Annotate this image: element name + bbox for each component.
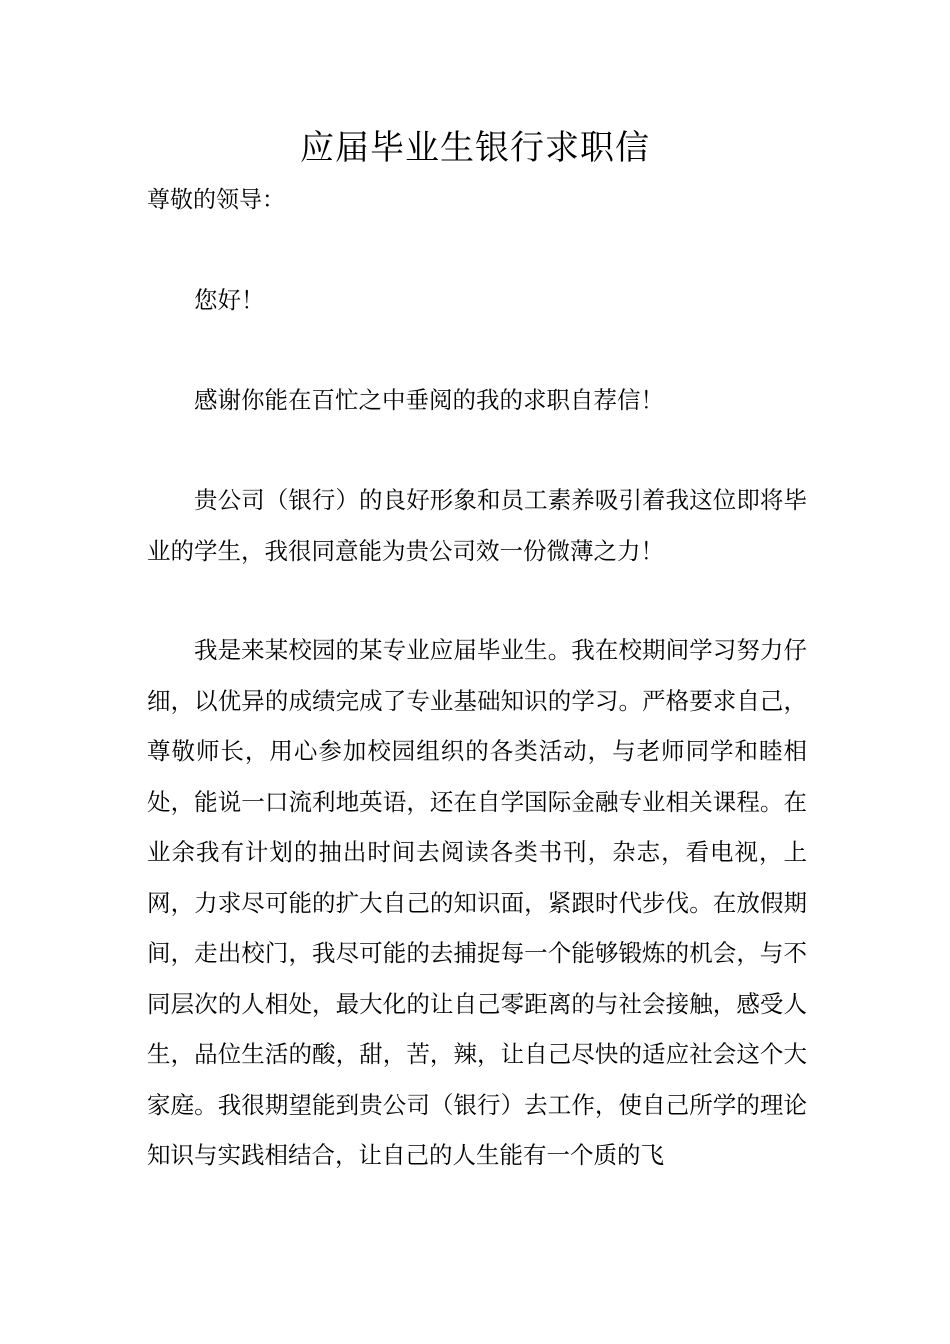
paragraph-greeting: 您好！	[194, 286, 265, 314]
salutation: 尊敬的领导：	[147, 187, 285, 213]
paragraph-main-body: 我是来某校园的某专业应届毕业生。我在校期间学习努力仔细，以优异的成绩完成了专业基础知识的学习。严格要求自己，尊敬师长，用心参加校园组织的各类活动，与老师同学和睦相处，能说一口流利地英语，还在自学国际金融专业相关课程。在业余我有计划的抽出时间去阅读各类书刊，杂志，看电视，上网，力求尽可能的扩大自己的知识面，紧跟时代步伐。在放假期间，走出校门，我尽可能的去捕捉每一个能够锻炼的机会，与不同层次的人相处，最大化的让自己零距离的与社会接触，感受人生，品位生活的酸，甜，苦，辣，让自己尽快的适应社会这个大家庭。我很期望能到贵公司（银行）去工作，使自己所学的理论知识与实践相结合，让自己的人生能有一个质的飞	[147, 636, 807, 1169]
paragraph-thanks: 感谢你能在百忙之中垂阅的我的求职自荐信！	[194, 386, 664, 414]
paragraph-bank-intro: 贵公司（银行）的良好形象和员工素养吸引着我这位即将毕业的学生，我很同意能为贵公司效一份微薄之力！	[147, 486, 807, 565]
document-title: 应届毕业生银行求职信	[300, 128, 650, 168]
